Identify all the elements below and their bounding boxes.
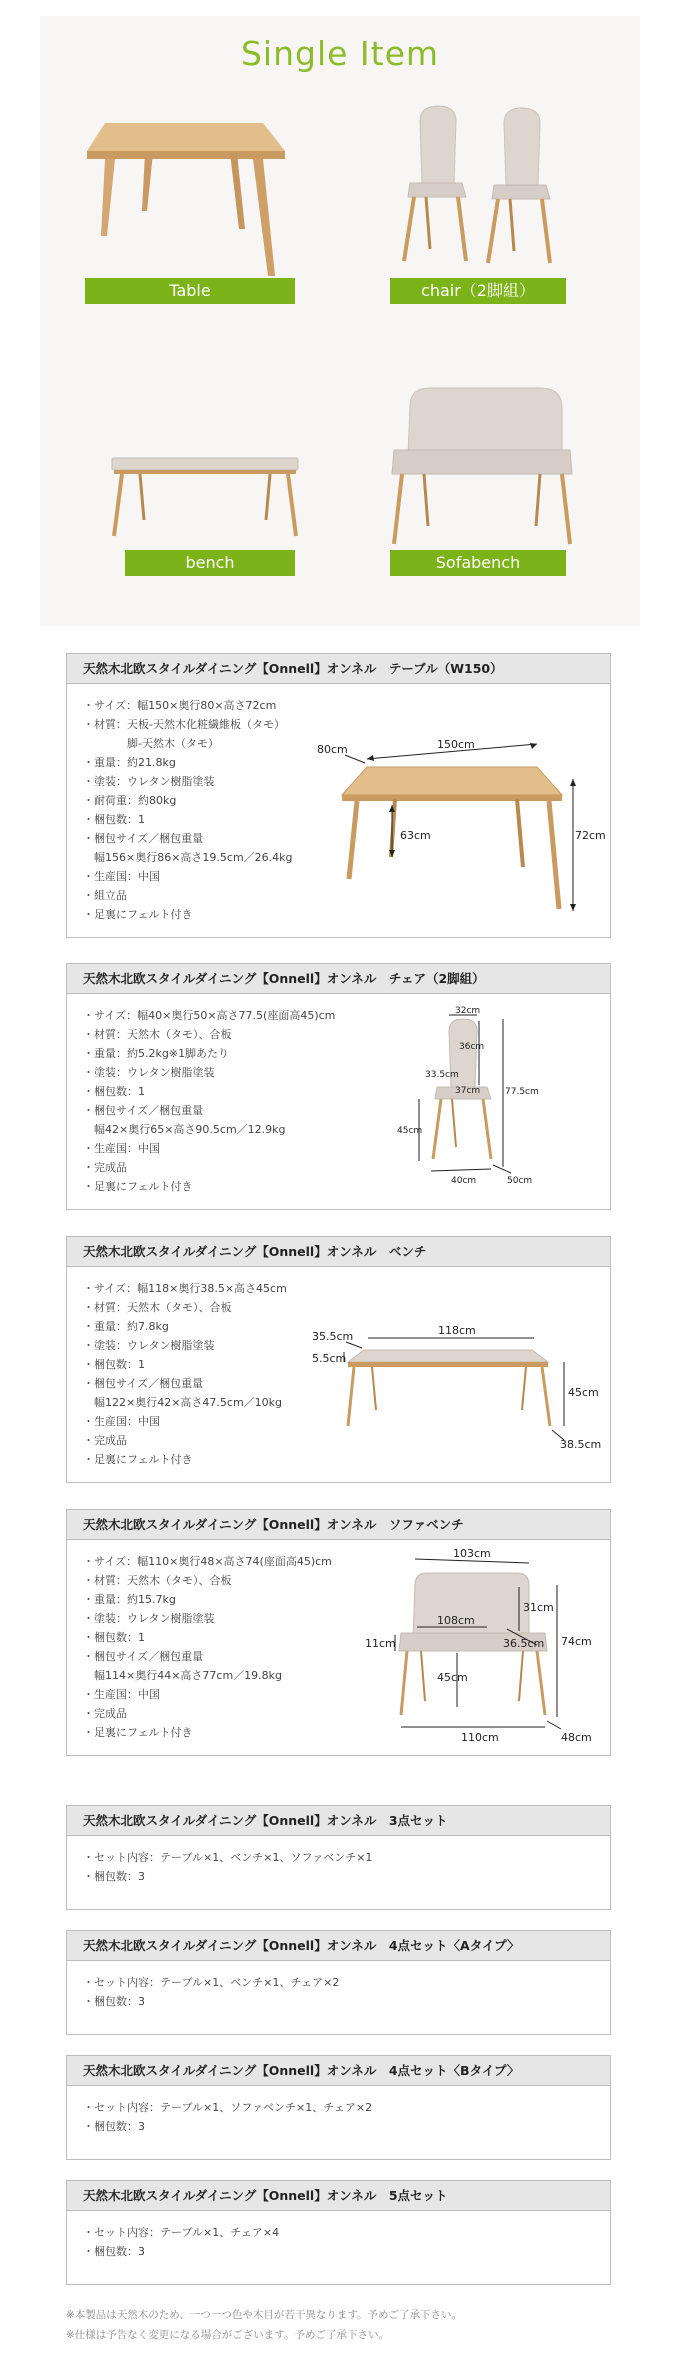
- dim-thickness: 11cm: [365, 1637, 396, 1650]
- list-item: ・生産国：中国: [83, 1142, 160, 1155]
- list-item: ・梱包サイズ／梱包重量: [83, 1104, 204, 1117]
- list-item: ・生産国：中国: [83, 870, 160, 883]
- footnote: ※仕様は予告なく変更になる場合がございます。予めご了承下さい。: [66, 2329, 389, 2341]
- dim-height: 45cm: [568, 1386, 599, 1399]
- list-item: 幅156×奥行86×高さ19.5cm／26.4kg: [83, 851, 293, 864]
- list-item: ・梱包数：3: [83, 1870, 145, 1883]
- spec-set-5: [66, 2180, 611, 2285]
- single-item-section: [40, 16, 640, 626]
- spec-set-4b: [66, 2055, 611, 2160]
- dim-width: 40cm: [451, 1176, 477, 1186]
- spec-chair-header: 天然木北欧スタイルダイニング【Onnell】オンネル チェア（2脚組）: [67, 964, 610, 994]
- list-item: ・梱包数：3: [83, 2120, 145, 2133]
- list-item: ・材質：天然木（タモ）、合板: [83, 1574, 232, 1587]
- dim-thickness: 5.5cm: [312, 1352, 347, 1365]
- dim-depth: 38.5cm: [560, 1438, 602, 1451]
- dim-back-width: 32cm: [455, 1006, 481, 1016]
- list-item: ・梱包数：3: [83, 1995, 145, 2008]
- list-item: ・足裏にフェルト付き: [83, 1726, 193, 1739]
- list-item: ・サイズ：幅110×奥行48×高さ74(座面高45)cm: [83, 1555, 332, 1568]
- sofabench-label: Sofabench: [390, 550, 566, 576]
- sofabench-dimension-diagram: [365, 1545, 602, 1750]
- spec-bench-header: 天然木北欧スタイルダイニング【Onnell】オンネル ベンチ: [67, 1237, 610, 1267]
- spec-set-4a-header: 天然木北欧スタイルダイニング【Onnell】オンネル 4点セット〈Aタイプ〉: [67, 1931, 610, 1961]
- dim-depth: 50cm: [507, 1176, 533, 1186]
- list-item: ・足裏にフェルト付き: [83, 1180, 193, 1193]
- spec-sofabench: [66, 1509, 611, 1756]
- list-item: ・完成品: [83, 1161, 127, 1174]
- footnote: ※本製品は天然木のため、一つ一つ色や木目が若干異なります。予めご了承下さい。: [66, 2309, 463, 2321]
- list-item: ・セット内容：テーブル×1、ソファベンチ×1、チェア×2: [83, 2101, 373, 2114]
- dim-total-height: 77.5cm: [505, 1087, 539, 1097]
- table-image: [85, 111, 295, 281]
- single-item-title: Single Item: [240, 34, 440, 73]
- dim-width: 150cm: [437, 738, 475, 751]
- dim-back-height: 36cm: [459, 1042, 485, 1052]
- list-item: ・材質：天然木（タモ）、合板: [83, 1301, 232, 1314]
- list-item: ・セット内容：テーブル×1、チェア×4: [83, 2226, 280, 2239]
- list-item: ・梱包サイズ／梱包重量: [83, 1377, 204, 1390]
- list-item: ・塗装：ウレタン樹脂塗装: [83, 1066, 215, 1079]
- list-item: ・サイズ：幅150×奥行80×高さ72cm: [83, 699, 277, 712]
- chair-label: chair（2脚組）: [390, 278, 566, 304]
- list-item: ・サイズ：幅40×奥行50×高さ77.5(座面高45)cm: [83, 1009, 336, 1022]
- dim-width: 118cm: [438, 1324, 476, 1337]
- list-item: ・完成品: [83, 1434, 127, 1447]
- dim-back-height: 31cm: [523, 1601, 554, 1614]
- spec-set-4a-list: [83, 1973, 339, 2011]
- list-item: ・材質：天板-天然木化粧繊維板（タモ）: [83, 718, 285, 731]
- bench-dimension-diagram: [312, 1322, 602, 1452]
- dim-depth: 48cm: [561, 1731, 592, 1744]
- list-item: ・セット内容：テーブル×1、ベンチ×1、チェア×2: [83, 1976, 340, 1989]
- spec-sofabench-list: [83, 1552, 332, 1742]
- dim-seat-width: 37cm: [455, 1086, 481, 1096]
- list-item: ・塗装：ウレタン樹脂塗装: [83, 775, 215, 788]
- spec-chair-list: [83, 1006, 335, 1196]
- chair-image: [390, 101, 570, 271]
- list-item: ・セット内容：テーブル×1、ベンチ×1、ソファベンチ×1: [83, 1851, 373, 1864]
- table-dimension-diagram: [317, 738, 606, 919]
- dim-total-height: 74cm: [561, 1635, 592, 1648]
- list-item: ・梱包数：1: [83, 813, 145, 826]
- spec-set-4a: [66, 1930, 611, 2035]
- footnotes: [66, 2305, 462, 2345]
- spec-set-4b-list: [83, 2098, 372, 2136]
- list-item: 幅114×奥行44×高さ77cm／19.8kg: [83, 1669, 283, 1682]
- list-item: ・生産国：中国: [83, 1415, 160, 1428]
- dim-under: 63cm: [400, 829, 431, 842]
- spec-set-4b-header: 天然木北欧スタイルダイニング【Onnell】オンネル 4点セット〈Bタイプ〉: [67, 2056, 610, 2086]
- list-item: ・塗装：ウレタン樹脂塗装: [83, 1339, 215, 1352]
- list-item: ・梱包サイズ／梱包重量: [83, 1650, 204, 1663]
- spec-table: [66, 653, 611, 938]
- chair-dimension-diagram: [397, 1006, 547, 1199]
- list-item: ・材質：天然木（タモ）、合板: [83, 1028, 232, 1041]
- bench-image: [110, 446, 300, 546]
- list-item: ・重量：約21.8kg: [83, 756, 176, 769]
- dim-height: 72cm: [575, 829, 606, 842]
- list-item: ・重量：約7.8kg: [83, 1320, 169, 1333]
- list-item: ・梱包数：1: [83, 1358, 145, 1371]
- dim-seat-height: 45cm: [397, 1126, 423, 1136]
- dim-seat-depth: 33.5cm: [425, 1070, 459, 1080]
- dim-seat-depth: 35.5cm: [312, 1330, 354, 1343]
- list-item: 脚-天然木（タモ）: [83, 737, 219, 750]
- list-item: ・重量：約15.7kg: [83, 1593, 176, 1606]
- dim-depth: 80cm: [317, 743, 348, 756]
- list-item: ・組立品: [83, 889, 127, 902]
- spec-table-header: 天然木北欧スタイルダイニング【Onnell】オンネル テーブル（W150）: [67, 654, 610, 684]
- list-item: ・梱包数：3: [83, 2245, 145, 2258]
- list-item: ・生産国：中国: [83, 1688, 160, 1701]
- spec-set-5-list: [83, 2223, 279, 2261]
- dim-top-width: 103cm: [453, 1547, 491, 1560]
- spec-set-3: [66, 1805, 611, 1910]
- list-item: ・サイズ：幅118×奥行38.5×高さ45cm: [83, 1282, 287, 1295]
- bench-label: bench: [125, 550, 295, 576]
- list-item: ・耐荷重：約80kg: [83, 794, 177, 807]
- list-item: ・完成品: [83, 1707, 127, 1720]
- dim-width: 110cm: [461, 1731, 499, 1744]
- list-item: ・梱包数：1: [83, 1085, 145, 1098]
- spec-sofabench-header: 天然木北欧スタイルダイニング【Onnell】オンネル ソファベンチ: [67, 1510, 610, 1540]
- table-label: Table: [85, 278, 295, 304]
- list-item: 幅122×奥行42×高さ47.5cm／10kg: [83, 1396, 283, 1409]
- dim-seat-width: 108cm: [437, 1614, 475, 1627]
- spec-set-3-header: 天然木北欧スタイルダイニング【Onnell】オンネル 3点セット: [67, 1806, 610, 1836]
- list-item: ・足裏にフェルト付き: [83, 1453, 193, 1466]
- spec-chair: [66, 963, 611, 1210]
- list-item: 幅42×奥行65×高さ90.5cm／12.9kg: [83, 1123, 286, 1136]
- list-item: ・梱包サイズ／梱包重量: [83, 832, 204, 845]
- list-item: ・塗装：ウレタン樹脂塗装: [83, 1612, 215, 1625]
- sofabench-image: [390, 386, 575, 551]
- list-item: ・重量：約5.2kg※1脚あたり: [83, 1047, 230, 1060]
- spec-bench-list: [83, 1279, 287, 1469]
- list-item: ・梱包数：1: [83, 1631, 145, 1644]
- dim-seat-depth: 36.5cm: [503, 1637, 545, 1650]
- dim-seat-height: 45cm: [437, 1671, 468, 1684]
- list-item: ・足裏にフェルト付き: [83, 908, 193, 921]
- spec-table-list: [83, 696, 293, 924]
- spec-set-3-list: [83, 1848, 372, 1886]
- spec-set-5-header: 天然木北欧スタイルダイニング【Onnell】オンネル 5点セット: [67, 2181, 610, 2211]
- spec-bench: [66, 1236, 611, 1483]
